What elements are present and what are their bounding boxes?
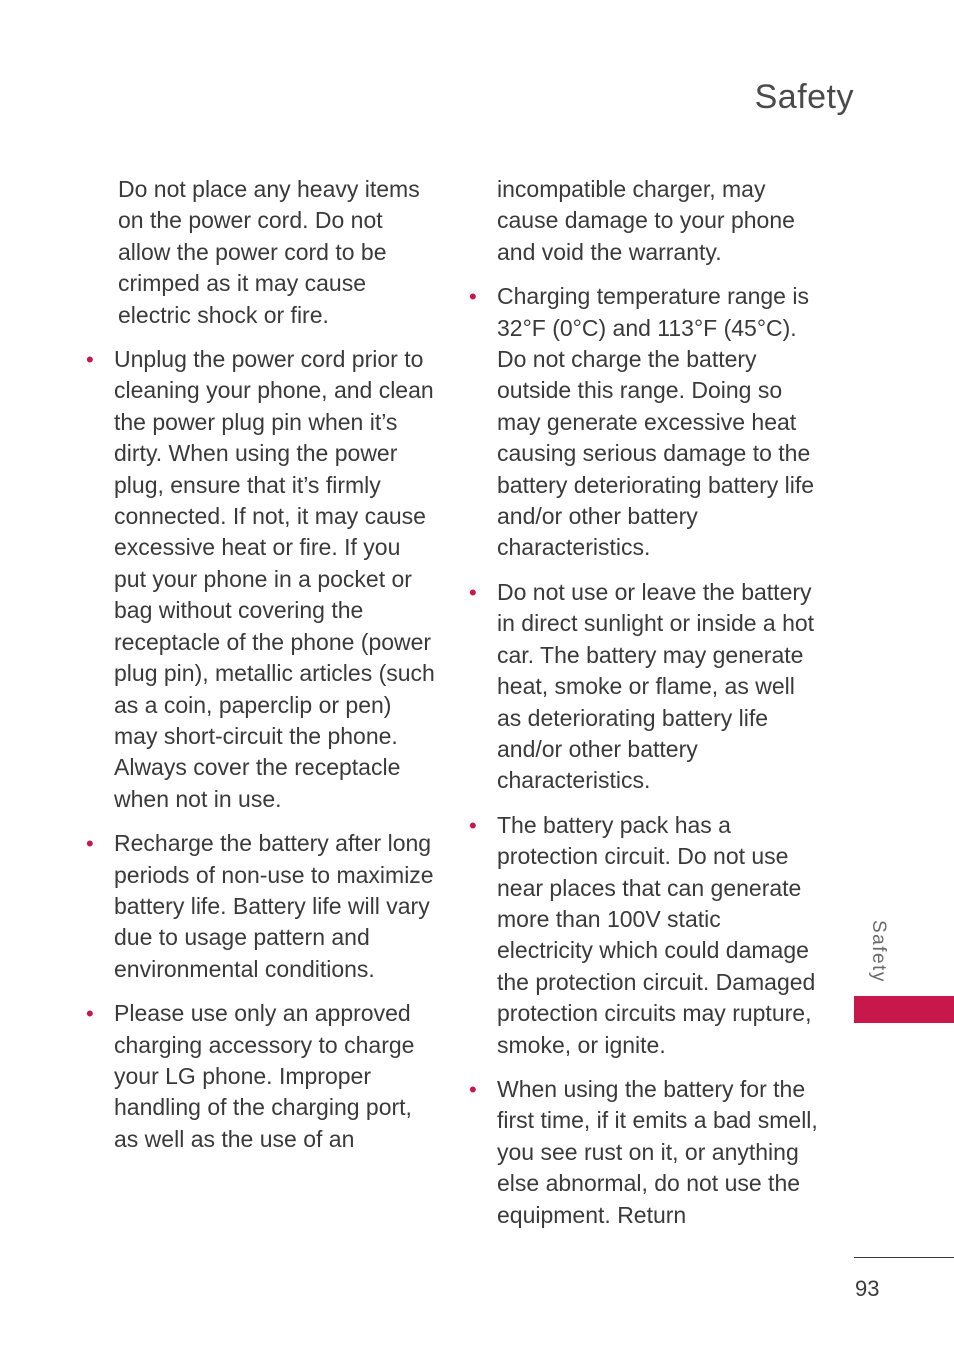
bullet-text: When using the battery for the first time, if it emits a bad smell, you see rust on it, or anything else abnormal, do not use the equipment. Return — [497, 1075, 818, 1228]
bullet-icon: • — [86, 1001, 94, 1027]
page-title: Safety — [754, 78, 854, 116]
bullet-icon: • — [469, 812, 477, 838]
bullet-icon: • — [469, 1076, 477, 1102]
bullet-item — [469, 1074, 821, 1231]
bullet-text: Do not use or leave the battery in direct sunlight or inside a hot car. The battery may generate heat, smoke or flame, as well as deteriorating battery life and/or other battery characteristics. — [497, 578, 815, 794]
bullet-icon: • — [469, 284, 477, 310]
paragraph — [86, 174, 436, 331]
bullet-text: Charging temperature range is 32°F (0°C) and 113°F (45°C). Do not charge the battery outside this range. Doing so may generate excessive heat causing serious damage to the battery deteriorating battery life and/or other battery characteristics. — [497, 283, 815, 561]
bullet-item — [469, 810, 821, 1061]
bullet-icon: • — [86, 347, 94, 373]
left-column — [86, 174, 436, 1168]
bullet-text: The battery pack has a protection circuit. Do not use near places that can generate more than 100V static electricity which could damage the protection circuit. Damaged protection circuits may rupture, smoke, or ignite. — [497, 811, 816, 1058]
paragraph-text: Do not place any heavy items on the power cord. Do not allow the power cord to be crimped as it may cause electric shock or fire. — [118, 176, 420, 328]
section-tab-marker — [854, 996, 954, 1023]
page-number: 93 — [855, 1276, 880, 1301]
footer-divider — [854, 1257, 954, 1258]
paragraph — [469, 174, 821, 268]
bullet-item — [86, 998, 436, 1155]
bullet-item — [469, 577, 821, 797]
bullet-icon: • — [86, 831, 94, 857]
section-side-label: Safety — [868, 920, 889, 983]
paragraph-text: incompatible charger, may cause damage to your phone and void the warranty. — [497, 176, 795, 265]
bullet-text: Recharge the battery after long periods of non-use to maximize battery life. Battery life will vary due to usage pattern and environmental conditions. — [114, 830, 434, 982]
bullet-text: Unplug the power cord prior to cleaning your phone, and clean the power plug pin when it’s dirty. When using the power plug, ensure that it’s firmly connected. If not, it may cause excessive heat or fire. If you put your phone in a pocket or bag without covering the receptacle of the phone (power plug pin), metallic articles (such as a coin, paperclip or pen) may short-circuit the phone. Always cover the receptacle when not in use. — [114, 346, 435, 812]
bullet-item — [86, 828, 436, 985]
right-column — [469, 174, 821, 1244]
bullet-text: Please use only an approved charging accessory to charge your LG phone. Improper handling of the charging port, as well as the use of an — [114, 1000, 415, 1152]
bullet-item — [86, 344, 436, 815]
bullet-item — [469, 281, 821, 564]
bullet-icon: • — [469, 579, 477, 605]
